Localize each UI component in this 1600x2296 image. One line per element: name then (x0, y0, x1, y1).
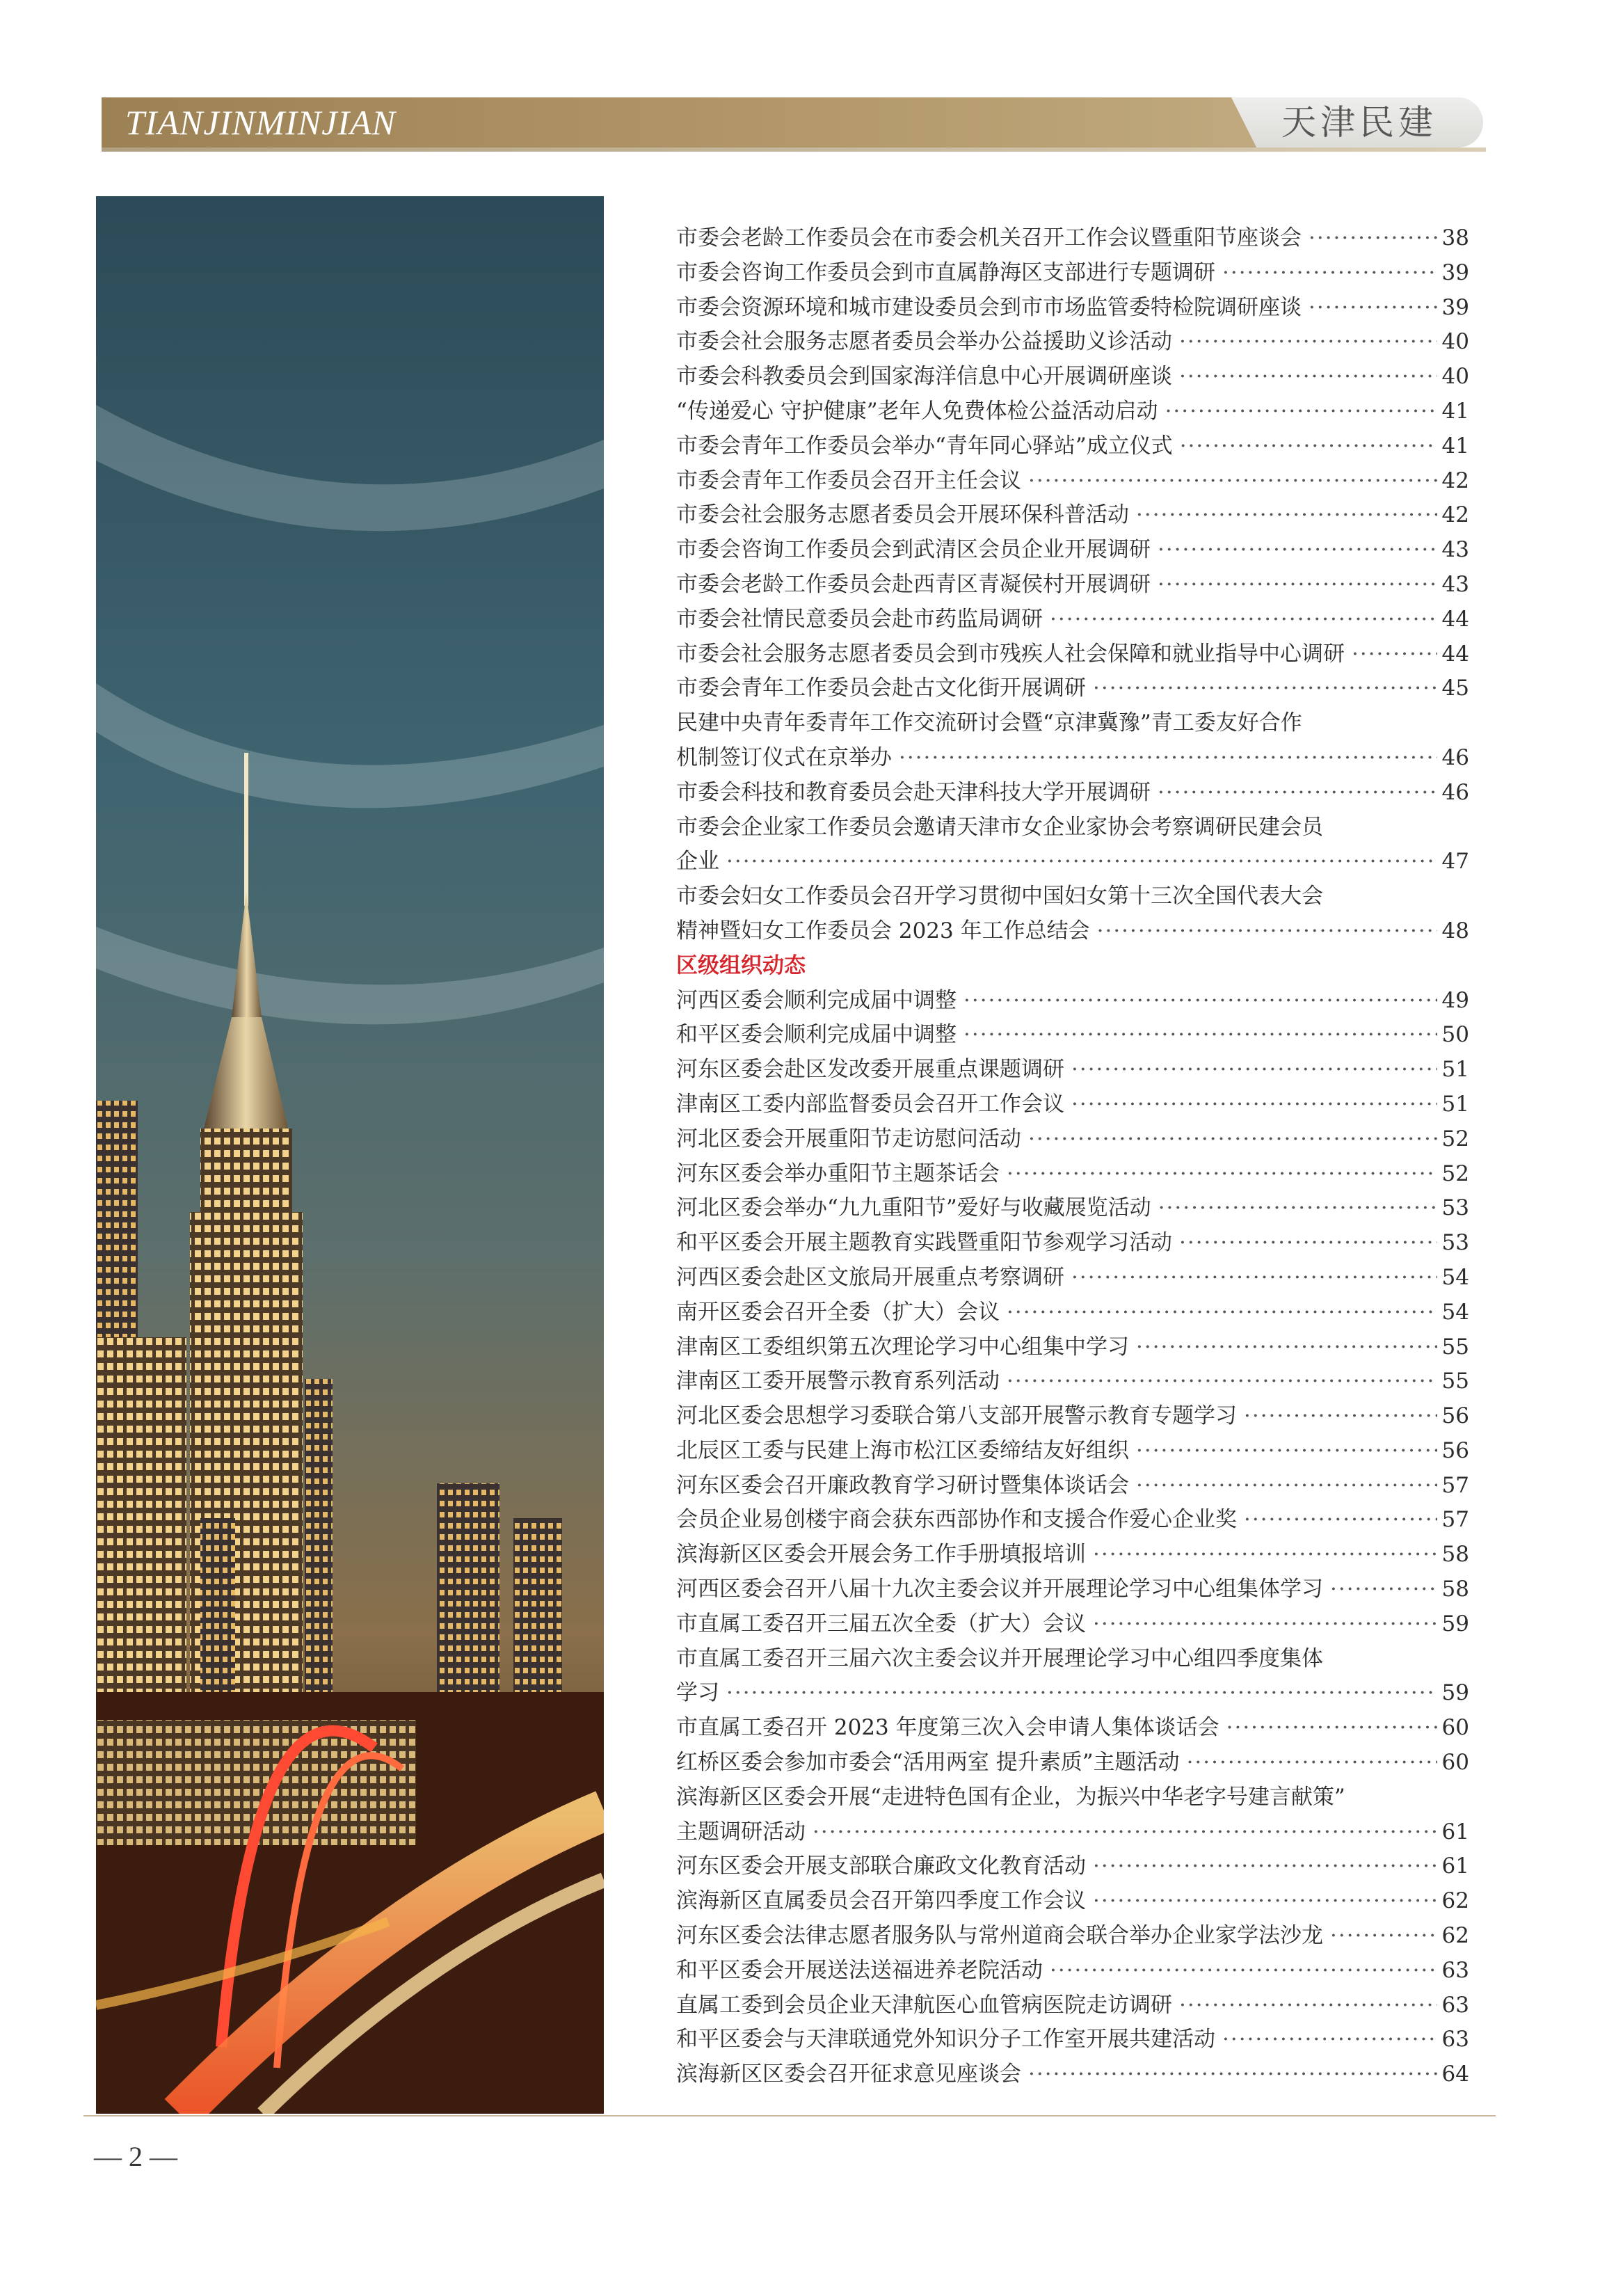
toc-leader-dots (1179, 325, 1437, 360)
toc-entry-title: 滨海新区区委会开展会务工作手册填报培训 (676, 1542, 1086, 1568)
toc-leader-dots (1352, 637, 1437, 672)
toc-entry-title: 河北区委会开展重阳节走访慰问活动 (676, 1126, 1021, 1151)
toc-page-number: 54 (1441, 1264, 1469, 1290)
toc-entry-title: 南开区委会召开全委（扩大）会议 (676, 1299, 1000, 1325)
toc-leader-dots (1330, 1572, 1437, 1607)
toc-entry[interactable] (676, 2023, 1469, 2057)
toc-leader-dots (1007, 1157, 1437, 1192)
toc-leader-dots (1093, 1607, 1437, 1642)
toc-page-number: 61 (1441, 1819, 1469, 1844)
toc-page-number: 52 (1441, 1161, 1469, 1186)
toc-leader-dots (1179, 1226, 1437, 1261)
toc-entry-title: 津南区工委组织第五次理论学习中心组集中学习 (676, 1334, 1129, 1360)
toc-entry-title: 河东区委会举办重阳节主题茶话会 (676, 1161, 1000, 1186)
toc-entry-title: 市委会资源环境和城市建设委员会到市市场监管委特检院调研座谈 (676, 294, 1302, 320)
toc-entry[interactable] (676, 1884, 1469, 1919)
toc-page-number: 43 (1441, 537, 1469, 563)
toc-page-number: 48 (1441, 918, 1469, 943)
toc-leader-dots (963, 1018, 1437, 1053)
toc-leader-dots (1165, 394, 1437, 429)
toc-entry[interactable] (676, 1988, 1469, 2023)
toc-leader-dots (1158, 776, 1437, 811)
toc-entry[interactable] (676, 568, 1469, 603)
toc-entry-title: 精神暨妇女工作委员会 2023 年工作总结会 (676, 918, 1090, 943)
toc-page-number: 61 (1441, 1853, 1469, 1879)
toc-page-number: 62 (1441, 1923, 1469, 1949)
toc-entry[interactable] (676, 914, 1469, 949)
toc-page-number: 60 (1441, 1750, 1469, 1776)
toc-leader-dots (1222, 2023, 1437, 2057)
toc-entry-title: 市委会社会服务志愿者委员会举办公益援助义诊活动 (676, 329, 1172, 355)
toc-entry[interactable] (676, 1954, 1469, 1988)
toc-leader-dots (1136, 1330, 1437, 1365)
toc-page-number: 63 (1441, 1957, 1469, 1983)
toc-page-number: 40 (1441, 329, 1469, 355)
page-number: — 2 — (94, 2141, 177, 2172)
toc-entry[interactable] (676, 1226, 1469, 1261)
toc-entry[interactable] (676, 879, 1469, 914)
toc-entry-title: 河西区委会赴区文旅局开展重点考察调研 (676, 1264, 1064, 1290)
toc-entry-title: 河东区委会开展支部联合廉政文化教育活动 (676, 1853, 1086, 1879)
toc-leader-dots (1158, 568, 1437, 603)
toc-page-number: 63 (1441, 2027, 1469, 2052)
toc-page-number: 40 (1441, 364, 1469, 390)
toc-entry-title: 河西区委会召开八届十九次主委会议并开展理论学习中心组集体学习 (676, 1577, 1323, 1602)
toc-page-number: 38 (1441, 225, 1469, 250)
toc-entry[interactable] (676, 1780, 1469, 1815)
toc-entry[interactable] (676, 1607, 1469, 1642)
toc-entry-title: 和平区委会与天津联通党外知识分子工作室开展共建活动 (676, 2027, 1215, 2052)
toc-page-number: 44 (1441, 641, 1469, 667)
toc-leader-dots (1180, 429, 1437, 464)
toc-entry[interactable] (676, 1503, 1469, 1538)
toc-entry[interactable] (676, 325, 1469, 360)
toc-entry[interactable] (676, 845, 1469, 879)
toc-leader-dots (1007, 1296, 1437, 1330)
toc-page-number: 59 (1441, 1680, 1469, 1706)
toc-entry-title: 学习 (676, 1680, 719, 1706)
toc-leader-dots (1330, 1919, 1437, 1954)
toc-page-number: 64 (1441, 2062, 1469, 2087)
toc-leader-dots (1244, 1503, 1437, 1538)
toc-entry[interactable] (676, 1053, 1469, 1087)
toc-entry[interactable] (676, 1364, 1469, 1399)
toc-page-number: 41 (1441, 433, 1469, 459)
toc-entry-title: 津南区工委内部监督委员会召开工作会议 (676, 1091, 1064, 1117)
toc-leader-dots (1309, 221, 1437, 256)
toc-page-number: 60 (1441, 1715, 1469, 1741)
toc-leader-dots (1179, 1988, 1437, 2023)
page-header (0, 0, 1600, 167)
toc-entry-title: 津南区工委开展警示教育系列活动 (676, 1369, 1000, 1394)
toc-entry-title: 市直属工委召开三届五次全委（扩大）会议 (676, 1611, 1086, 1636)
toc-entry[interactable] (676, 291, 1469, 326)
toc-entry-title: 河东区委会法律志愿者服务队与常州道商会联合举办企业家学法沙龙 (676, 1923, 1323, 1949)
toc-leader-dots (1071, 1087, 1437, 1122)
toc-page-number: 56 (1441, 1437, 1469, 1463)
toc-entry-title: 市委会青年工作委员会召开主任会议 (676, 468, 1021, 493)
toc-page-number: 42 (1441, 502, 1469, 528)
toc-leader-dots (1007, 1364, 1437, 1399)
toc-entry-title: 河东区委会召开廉政教育学习研讨暨集体谈话会 (676, 1472, 1129, 1498)
toc-page-number: 39 (1441, 260, 1469, 285)
toc-entry[interactable] (676, 1330, 1469, 1365)
toc-leader-dots (1093, 671, 1437, 706)
toc-section-heading (676, 949, 1469, 984)
toc-page-number: 43 (1441, 571, 1469, 597)
toc-entry[interactable] (676, 360, 1469, 394)
toc-page-number: 45 (1441, 676, 1469, 701)
toc-leader-dots (1158, 1191, 1437, 1226)
toc-leader-dots (726, 1676, 1437, 1711)
toc-entry-title: 民建中央青年委青年工作交流研讨会暨“京津冀豫”青工委友好合作 (676, 710, 1302, 736)
toc-page-number: 46 (1441, 779, 1469, 805)
toc-entry[interactable] (676, 811, 1469, 845)
toc-entry-title: 机制签订仪式在京举办 (676, 744, 892, 770)
toc-entry[interactable] (676, 1642, 1469, 1677)
toc-page-number: 63 (1441, 1992, 1469, 2018)
toc-entry[interactable] (676, 1919, 1469, 1954)
toc-entry-title: 市委会咨询工作委员会到武清区会员企业开展调研 (676, 537, 1151, 563)
toc-leader-dots (1244, 1399, 1437, 1434)
toc-leader-dots (1050, 1954, 1437, 1988)
toc-leader-dots (1097, 914, 1437, 949)
toc-entry-title: 河北区委会举办“九九重阳节”爱好与收藏展览活动 (676, 1195, 1151, 1221)
toc-entry[interactable] (676, 1849, 1469, 1884)
toc-entry[interactable] (676, 1157, 1469, 1192)
toc-entry-title: “传递爱心 守护健康”老年人免费体检公益活动启动 (676, 398, 1158, 424)
toc-page-number: 51 (1441, 1091, 1469, 1117)
toc-leader-dots (1226, 1711, 1437, 1746)
toc-entry-title: 直属工委到会员企业天津航医心血管病医院走访调研 (676, 1992, 1172, 2018)
toc-page-number: 42 (1441, 468, 1469, 493)
toc-leader-dots (1158, 533, 1437, 568)
toc-entry-title: 和平区委会开展主题教育实践暨重阳节参观学习活动 (676, 1230, 1172, 1256)
toc-page-number: 49 (1441, 987, 1469, 1013)
toc-entry-title: 河北区委会思想学习委联合第八支部开展警示教育专题学习 (676, 1403, 1237, 1429)
toc-entry-title: 区级组织动态 (676, 952, 806, 978)
toc-page-number: 47 (1441, 849, 1469, 875)
toc-leader-dots (1071, 1261, 1437, 1296)
toc-page-number: 55 (1441, 1334, 1469, 1360)
toc-entry-title: 河东区委会赴区发改委开展重点课题调研 (676, 1057, 1064, 1083)
toc-leader-dots (1071, 1053, 1437, 1087)
toc-entry-title: 滨海新区直属委员会召开第四季度工作会议 (676, 1888, 1086, 1914)
header-title-cn: 天津民建 (1281, 102, 1437, 143)
toc-entry-title: 市直属工委召开 2023 年度第三次入会申请人集体谈话会 (676, 1715, 1219, 1741)
toc-entry[interactable] (676, 671, 1469, 706)
skyline-illustration (96, 196, 604, 2114)
toc-entry-title: 主题调研活动 (676, 1819, 806, 1844)
toc-entry[interactable] (676, 1746, 1469, 1780)
toc-leader-dots (899, 741, 1437, 776)
city-night-skyline-photo (96, 196, 604, 2114)
toc-leader-dots (1093, 1538, 1437, 1572)
toc-page-number: 41 (1441, 398, 1469, 424)
toc-page-number: 50 (1441, 1022, 1469, 1048)
toc-entry[interactable] (676, 984, 1469, 1019)
toc-page-number: 52 (1441, 1126, 1469, 1151)
toc-page-number: 56 (1441, 1403, 1469, 1429)
toc-leader-dots (1028, 1122, 1437, 1157)
toc-page-number: 46 (1441, 744, 1469, 770)
toc-entry[interactable] (676, 533, 1469, 568)
toc-entry[interactable] (676, 1261, 1469, 1296)
toc-entry[interactable] (676, 464, 1469, 499)
toc-entry-title: 会员企业易创楼宇商会获东西部协作和支援合作爱心企业奖 (676, 1507, 1237, 1533)
toc-entry-title: 市委会妇女工作委员会召开学习贯彻中国妇女第十三次全国代表大会 (676, 884, 1323, 909)
toc-page-number: 44 (1441, 606, 1469, 632)
header-title-en: TIANJINMINJIAN (125, 103, 396, 142)
toc-entry-title: 和平区委会顺利完成届中调整 (676, 1022, 957, 1048)
toc-page-number: 51 (1441, 1057, 1469, 1083)
toc-entry-title: 滨海新区区委会召开征求意见座谈会 (676, 2062, 1021, 2087)
footer-rule (83, 2115, 1496, 2116)
toc-leader-dots (1187, 1746, 1437, 1780)
toc-entry[interactable] (676, 498, 1469, 533)
toc-entry[interactable] (676, 1711, 1469, 1746)
toc-entry[interactable] (676, 1122, 1469, 1157)
toc-entry-title: 市委会社会服务志愿者委员会到市残疾人社会保障和就业指导中心调研 (676, 641, 1345, 667)
toc-leader-dots (813, 1815, 1437, 1850)
toc-entry-title: 和平区委会开展送法送福进养老院活动 (676, 1957, 1043, 1983)
toc-entry-title: 市委会社会服务志愿者委员会开展环保科普活动 (676, 502, 1129, 528)
toc-page-number: 39 (1441, 294, 1469, 320)
toc-entry[interactable] (676, 706, 1469, 741)
toc-leader-dots (1050, 603, 1437, 637)
toc-entry-title: 市委会企业家工作委员会邀请天津市女企业家协会考察调研民建会员 (676, 814, 1323, 840)
toc-leader-dots (963, 984, 1437, 1019)
toc-entry[interactable] (676, 256, 1469, 291)
toc-entry[interactable] (676, 2057, 1469, 2092)
toc-entry-title: 市委会科技和教育委员会赴天津科技大学开展调研 (676, 779, 1151, 805)
toc-leader-dots (1136, 1434, 1437, 1469)
toc-leader-dots (1028, 2057, 1437, 2092)
toc-entry-title: 市委会老龄工作委员会赴西青区青凝侯村开展调研 (676, 571, 1151, 597)
toc-page-number: 59 (1441, 1611, 1469, 1636)
toc-leader-dots (1136, 498, 1437, 533)
toc-entry[interactable] (676, 1434, 1469, 1469)
toc-leader-dots (726, 845, 1437, 879)
toc-entry[interactable] (676, 1087, 1469, 1122)
toc-entry-title: 企业 (676, 849, 719, 875)
toc-entry[interactable] (676, 429, 1469, 464)
toc-entry[interactable] (676, 1572, 1469, 1607)
header-rule (102, 148, 1486, 152)
toc-page-number: 58 (1441, 1577, 1469, 1602)
toc-entry[interactable] (676, 637, 1469, 672)
toc-entry-title: 市委会青年工作委员会举办“青年同心驿站”成立仪式 (676, 433, 1173, 459)
toc-entry-title: 市直属工委召开三届六次主委会议并开展理论学习中心组四季度集体 (676, 1645, 1323, 1671)
toc-entry[interactable] (676, 394, 1469, 429)
toc-entry[interactable] (676, 1538, 1469, 1572)
toc-page-number: 57 (1441, 1472, 1469, 1498)
toc-entry[interactable] (676, 776, 1469, 811)
toc-entry-title: 市委会青年工作委员会赴古文化街开展调研 (676, 676, 1086, 701)
toc-page-number: 58 (1441, 1542, 1469, 1568)
toc-page-number: 54 (1441, 1299, 1469, 1325)
toc-entry[interactable] (676, 1191, 1469, 1226)
toc-leader-dots (1093, 1884, 1437, 1919)
toc-entry-title: 红桥区委会参加市委会“活用两室 提升素质”主题活动 (676, 1750, 1180, 1776)
toc-entry[interactable] (676, 1676, 1469, 1711)
toc-page-number: 55 (1441, 1369, 1469, 1394)
toc-page-number: 62 (1441, 1888, 1469, 1914)
toc-entry-title: 市委会科教委员会到国家海洋信息中心开展调研座谈 (676, 364, 1172, 390)
toc-entry-title: 市委会老龄工作委员会在市委会机关召开工作会议暨重阳节座谈会 (676, 225, 1302, 250)
toc-entry-title: 河西区委会顺利完成届中调整 (676, 987, 957, 1013)
toc-entry[interactable] (676, 1815, 1469, 1850)
toc-entry[interactable] (676, 741, 1469, 776)
toc-entry-title: 滨海新区区委会开展“走进特色国有企业，为振兴中华老字号建言献策” (676, 1784, 1345, 1810)
toc-page-number: 53 (1441, 1195, 1469, 1221)
toc-page-number: 57 (1441, 1507, 1469, 1533)
toc-entry[interactable] (676, 1018, 1469, 1053)
toc-leader-dots (1136, 1469, 1437, 1504)
toc-entry-title: 市委会咨询工作委员会到市直属静海区支部进行专题调研 (676, 260, 1215, 285)
toc-leader-dots (1309, 291, 1437, 326)
toc-leader-dots (1179, 360, 1437, 394)
toc-leader-dots (1222, 256, 1437, 291)
toc-entry[interactable] (676, 221, 1469, 256)
toc-leader-dots (1028, 464, 1437, 499)
toc-entry[interactable] (676, 1469, 1469, 1504)
toc-entry-title: 市委会社情民意委员会赴市药监局调研 (676, 606, 1043, 632)
toc-entry[interactable] (676, 1296, 1469, 1330)
toc-page-number: 53 (1441, 1230, 1469, 1256)
toc-entry[interactable] (676, 603, 1469, 637)
toc-entry[interactable] (676, 1399, 1469, 1434)
toc-leader-dots (1093, 1849, 1437, 1884)
table-of-contents (676, 221, 1469, 2092)
toc-entry-title: 北辰区工委与民建上海市松江区委缔结友好组织 (676, 1437, 1129, 1463)
